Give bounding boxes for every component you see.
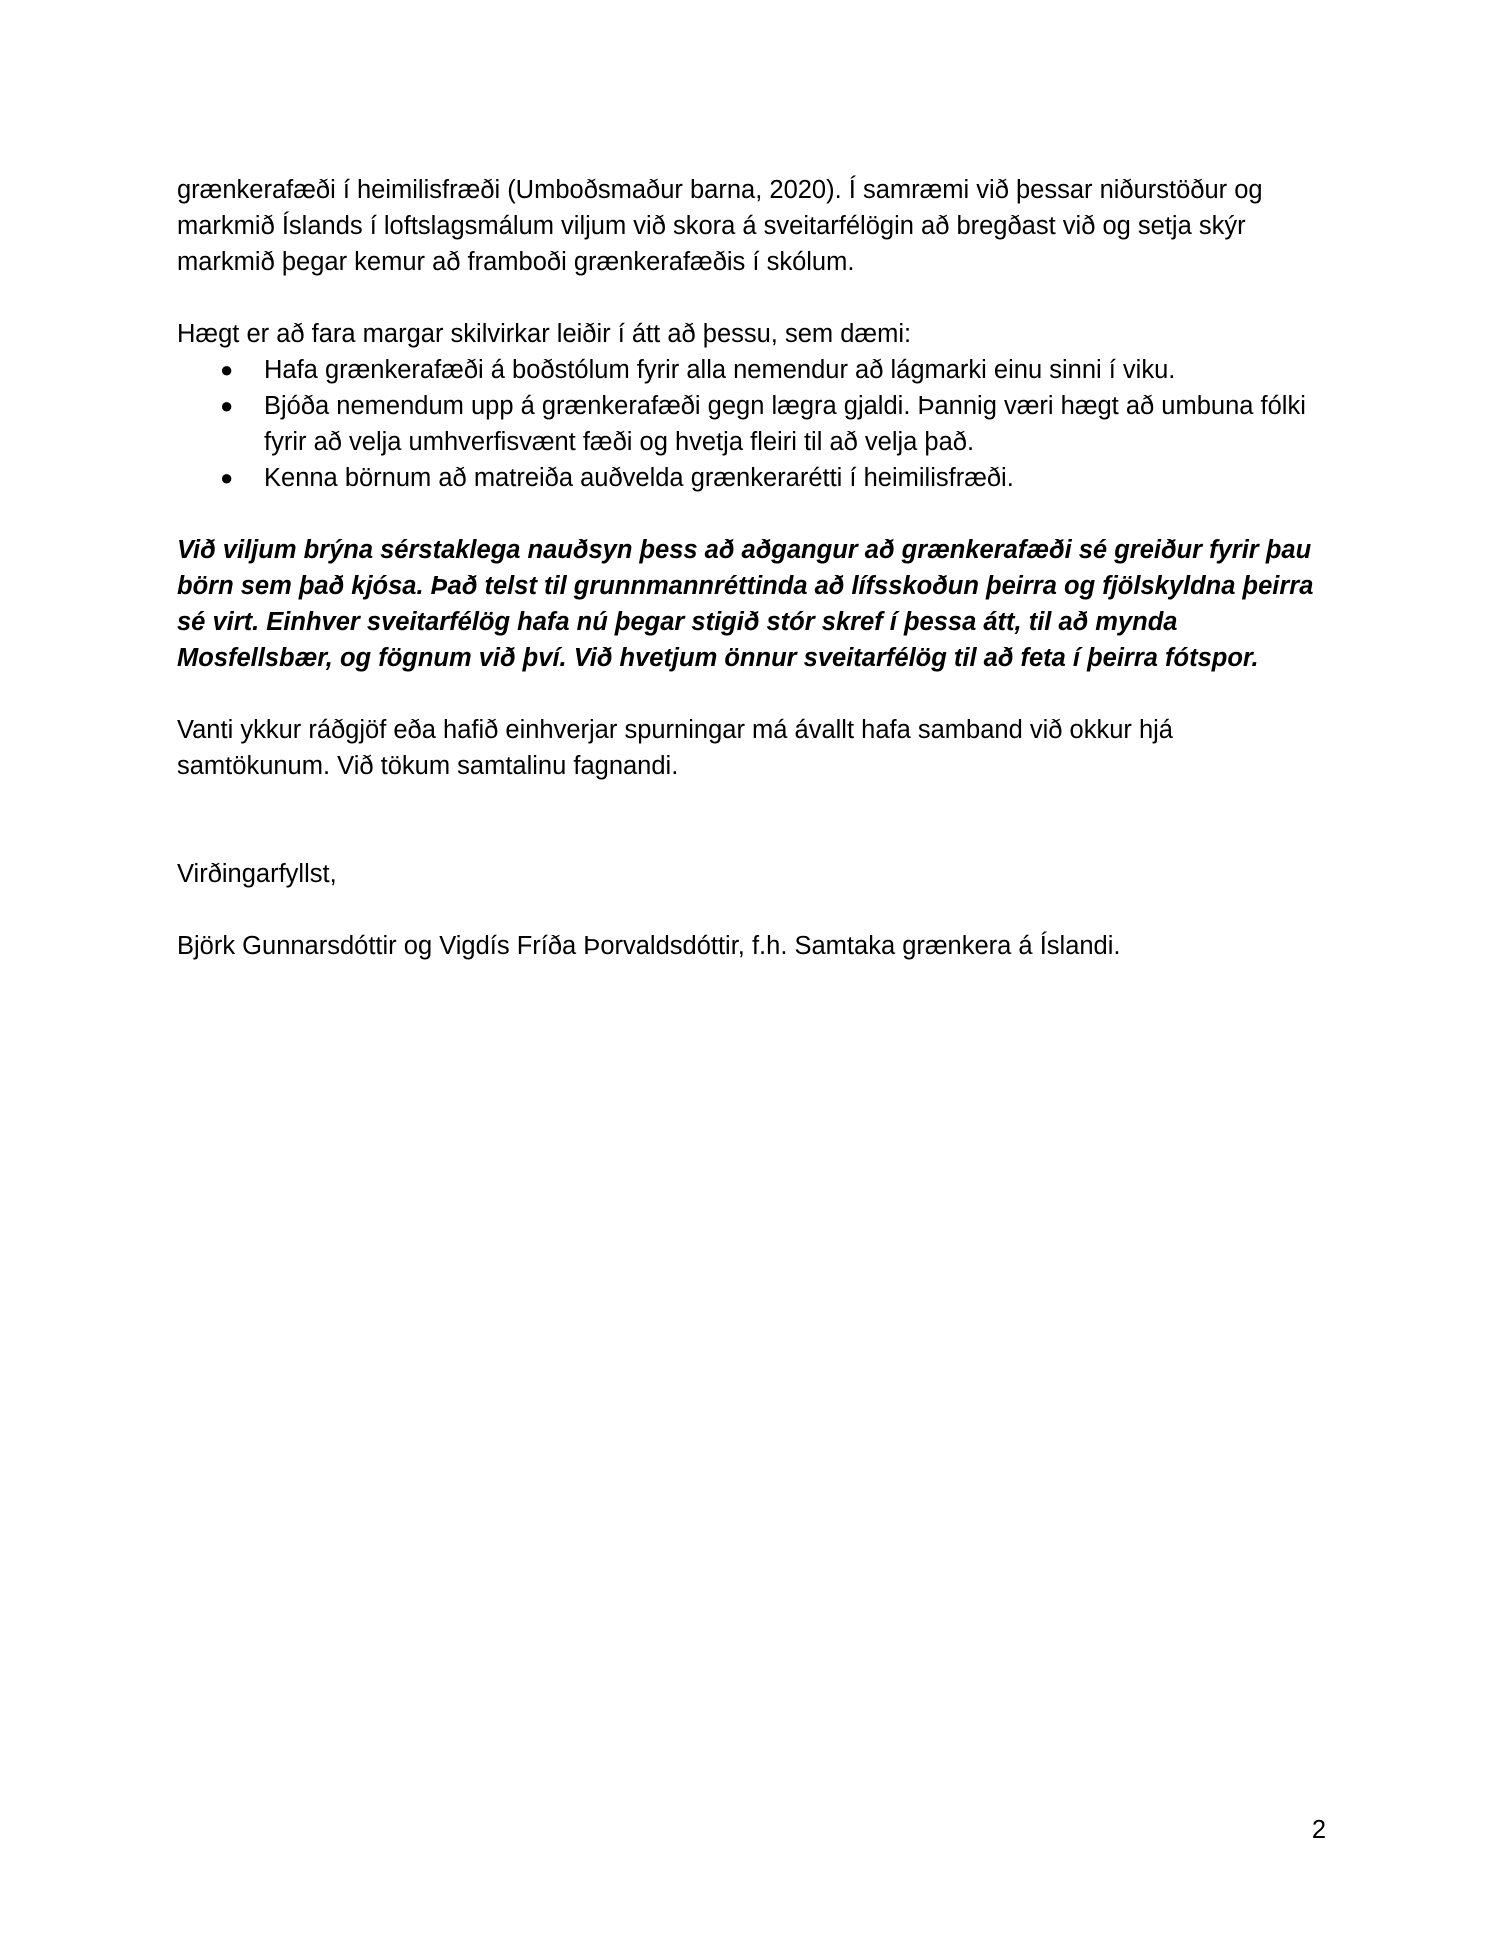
bullet-icon: ● <box>220 357 234 382</box>
paragraph-emphasis: Við viljum brýna sérstaklega nauðsyn þess að aðgangur að grænkerafæði sé greiður fyrir þau börn sem það kjósa. Það telst til grunnmannréttinda að lífsskoðun þeirra og fjölskyldna þeirra sé virt. Einhver sveitarfélög hafa nú þegar stigið stór skref í þessa átt, til að mynda Mosfellsbær, og fögnum við því. Við hvetjum önnur sveitarfélög til að feta í þeirra fótspor. <box>177 536 1314 672</box>
closing-salutation: Virðingarfyllst, <box>177 860 337 888</box>
paragraph-options-lead: Hægt er að fara margar skilvirkar leiðir í átt að þessu, sem dæmi: <box>177 320 912 348</box>
bullet-icon: ● <box>220 393 234 418</box>
list-item <box>177 388 1327 460</box>
page-number: 2 <box>1311 1816 1326 1844</box>
paragraph-contact: Vanti ykkur ráðgjöf eða hafið einhverjar spurningar má ávallt hafa samband við okkur hjá samtökunum. Við tökum samtalinu fagnandi. <box>177 716 1173 780</box>
document-body <box>177 172 1327 964</box>
list-item-text: Kenna börnum að matreiða auðvelda grænkerarétti í heimilisfræði. <box>264 464 1014 492</box>
signature-line: Björk Gunnarsdóttir og Vigdís Fríða Þorvaldsdóttir, f.h. Samtaka grænkera á Íslandi. <box>177 932 1121 960</box>
list-item <box>177 460 1327 496</box>
list-item-text: Bjóða nemendum upp á grænkerafæði gegn lægra gjaldi. Þannig væri hægt að umbuna fólki fyrir að velja umhverfisvænt fæði og hvetja fleiri til að velja það. <box>264 392 1306 456</box>
options-bullet-list <box>177 352 1327 496</box>
bullet-icon: ● <box>220 465 234 490</box>
paragraph-intro: grænkerafæði í heimilisfræði (Umboðsmaður barna, 2020). Í samræmi við þessar niðurstöður og markmið Íslands í loftslagsmálum viljum við skora á sveitarfélögin að bregðast við og setja skýr markmið þegar kemur að framboði grænkerafæðis í skólum. <box>177 176 1263 276</box>
list-item-text: Hafa grænkerafæði á boðstólum fyrir alla nemendur að lágmarki einu sinni í viku. <box>264 356 1176 384</box>
list-item <box>177 352 1327 388</box>
